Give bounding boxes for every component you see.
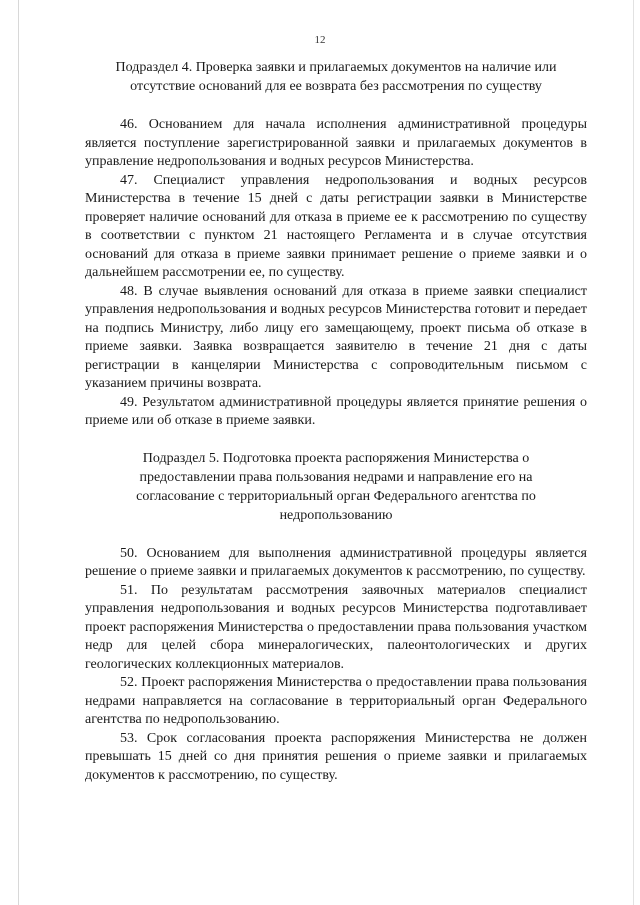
paragraph-53: 53. Срок согласования проекта распоряжения Министерства не должен превышать 15 дней со дня принятия решения о приеме заявки и прилагаемых документов к рассмотрению, по существу. (85, 730, 587, 783)
subsection-4-heading-line-2: отсутствие оснований для ее возврата без рассмотрения по существу (130, 79, 542, 94)
paragraph-48: 48. В случае выявления оснований для отказа в приеме заявки специалист управления недропользования и водных ресурсов Министерства готовит и передает на подпись Министру, либо лицу его замещающему, проект письма об отказе в приеме заявки. Заявка возвращается заявителю в течение 21 дня с даты регистрации в канцелярии Министерства с сопроводительным письмом с указанием причины возврата. (85, 283, 587, 391)
subsection-5-heading: Подраздел 5. Подготовка проекта распоряжения Министерства о предоставлении права пользования недрами и направление его на согласование с территориальный орган Федерального агентства по недропользованию (136, 450, 536, 523)
paragraph-47: 47. Специалист управления недропользования и водных ресурсов Министерства в течение 15 дней с даты регистрации заявки в Министерстве проверяет наличие оснований для отказа в приеме ее к рассмотрению по существу в соответствии с пунктом 21 настоящего Регламента и в случае отсутствия оснований для отказа в приеме заявки принимает решение о приеме заявки и о дальнейшем рассмотрении ее, по существу. (85, 172, 587, 280)
page-number: 12 (314, 34, 326, 46)
subsection-4-heading (85, 58, 587, 96)
paragraph-46: 46. Основанием для начала исполнения административной процедуры является поступление зарегистрированной заявки и прилагаемых документов в управление недропользования и водных ресурсов Министерства. (85, 117, 587, 169)
scan-edge-right (633, 0, 634, 905)
subsection-4-heading-line-1: Подраздел 4. Проверка заявки и прилагаемых документов на наличие или (115, 60, 557, 75)
paragraph-49: 49. Результатом административной процедуры является принятие решения о приеме или об отказе в приеме заявки. (85, 394, 587, 428)
paragraph-51: 51. По результатам рассмотрения заявочных материалов специалист управления недропользования и водных ресурсов Министерства подготавливает проект распоряжения Министерства о предоставлении права пользования участком недр для целей сбора минералогических, палеонтологических и других геологических коллекционных материалов. (85, 582, 587, 672)
document-body (85, 58, 587, 785)
paragraph-50: 50. Основанием для выполнения административной процедуры является решение о приеме заявки и прилагаемых документов к рассмотрению, по существу. (85, 545, 587, 579)
scan-edge-left (18, 0, 19, 905)
paragraph-52: 52. Проект распоряжения Министерства о предоставлении права пользования недрами направляется на согласование в территориальный орган Федерального агентства по недропользованию. (85, 675, 587, 727)
